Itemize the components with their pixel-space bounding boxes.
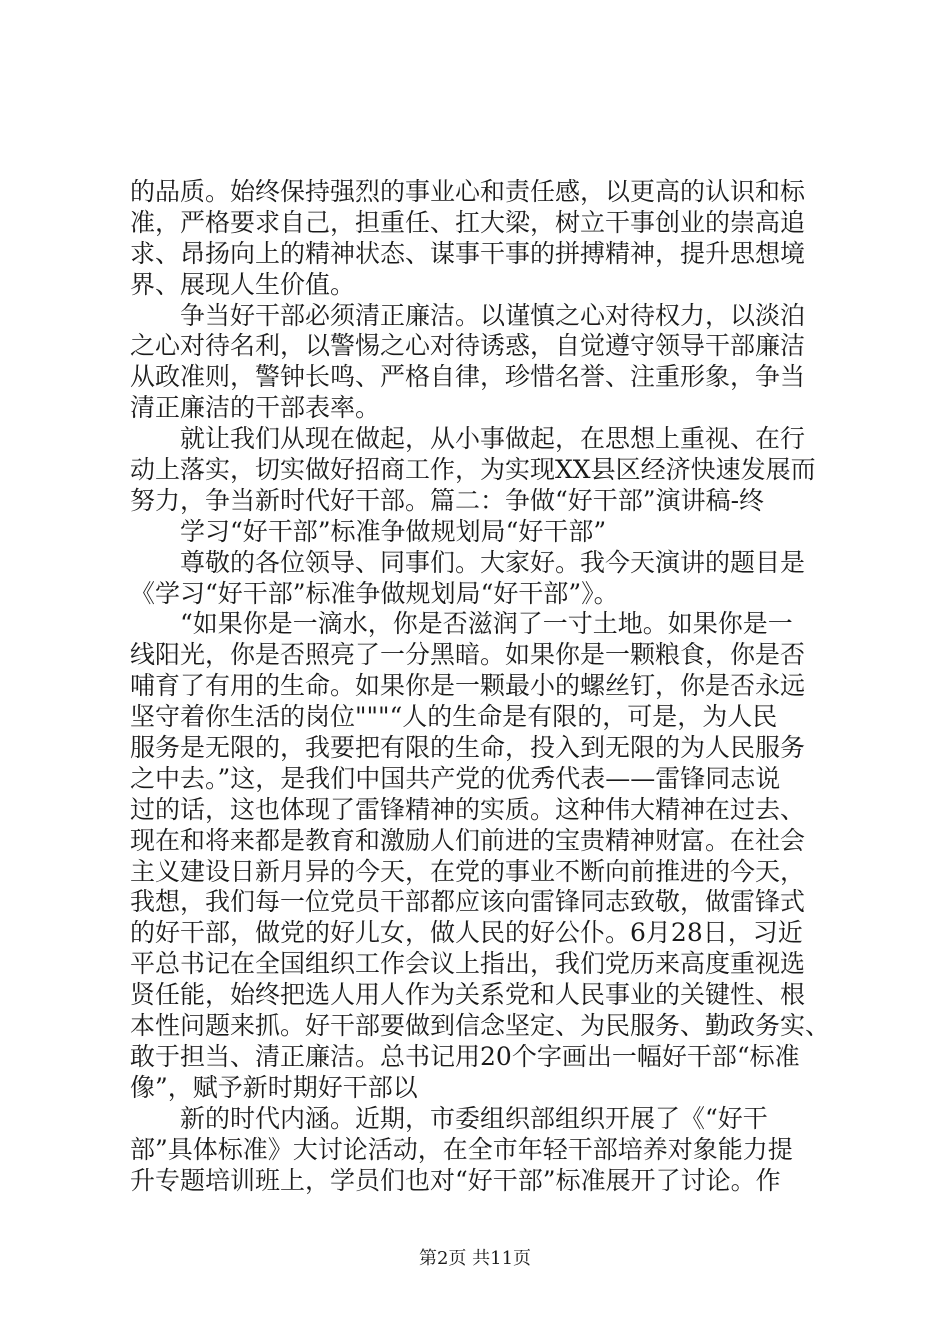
text-line: 动上落实，切实做好招商工作，为实现XX县区经济快速发展而: [130, 455, 816, 485]
text-line: 学习“好干部”标准争做规划局“好干部”: [130, 516, 607, 546]
text-line: 升专题培训班上，学员们也对“好干部”标准展开了讨论。作: [130, 1165, 781, 1195]
text-line: 清正廉洁的干部表率。: [130, 393, 381, 423]
text-line: 过的话，这也体现了雷锋精神的实质。这种伟大精神在过去、: [130, 794, 806, 824]
document-body: [130, 177, 850, 1196]
text-line: 努力，争当新时代好干部。篇二：争做“好干部”演讲稿-终: [130, 485, 765, 515]
text-line: 的品质。始终保持强烈的事业心和责任感，以更高的认识和标: [130, 177, 806, 206]
text-line: 求、昂扬向上的精神状态、谋事干事的拼搏精神，提升思想境: [130, 238, 806, 268]
text-line: 哺育了有用的生命。如果你是一颗最小的螺丝钉，你是否永远: [130, 671, 806, 701]
text-line: 的好干部，做党的好儿女，做人民的好公仆。6月28日，习近: [130, 918, 803, 948]
text-line: 《学习“好干部”标准争做规划局“好干部”》。: [130, 578, 619, 608]
text-line: 争当好干部必须清正廉洁。以谨慎之心对待权力，以淡泊: [130, 300, 806, 330]
page-footer: 第2页 共11页: [418, 1248, 532, 1269]
text-line: 本性问题来抓。好干部要做到信念坚定、为民服务、勤政务实、: [130, 1011, 831, 1041]
text-line: 界、展现人生价值。: [130, 269, 356, 299]
text-line: 之中去。”这，是我们中国共产党的优秀代表——雷锋同志说: [130, 763, 781, 793]
text-line: “如果你是一滴水，你是否滋润了一寸土地。如果你是一: [130, 609, 793, 639]
text-line: 贤任能，始终把选人用人作为关系党和人民事业的关键性、根: [130, 980, 806, 1010]
text-line: 现在和将来都是教育和激励人们前进的宝贵精神财富。在社会: [130, 825, 806, 855]
text-line: 敢于担当、清正廉洁。总书记用20个字画出一幅好干部“标准: [130, 1041, 800, 1071]
text-line: 就让我们从现在做起，从小事做起，在思想上重视、在行: [130, 424, 806, 454]
text-line: 尊敬的各位领导、同事们。大家好。我今天演讲的题目是: [130, 547, 806, 577]
text-line: 像”，赋予新时期好干部以: [130, 1072, 418, 1102]
text-line: 服务是无限的，我要把有限的生命，投入到无限的为人民服务: [130, 733, 806, 763]
text-line: 新的时代内涵。近期，市委组织部组织开展了《“好干: [130, 1103, 768, 1133]
text-line: 线阳光，你是否照亮了一分黑暗。如果你是一颗粮食，你是否: [130, 640, 806, 670]
text-line: 之心对待名利，以警惕之心对待诱惑，自觉遵守领导干部廉洁: [130, 331, 806, 361]
text-line: 坚守着你生活的岗位"""“人的生命是有限的，可是，为人民: [130, 702, 778, 732]
text-line: 主义建设日新月异的今天，在党的事业不断向前推进的今天，: [130, 856, 806, 886]
text-line: 准，严格要求自己，担重任、扛大梁，树立干事创业的崇高追: [130, 207, 806, 237]
text-line: 从政准则，警钟长鸣、严格自律，珍惜名誉、注重形象，争当: [130, 362, 806, 392]
text-line: 平总书记在全国组织工作会议上指出，我们党历来高度重视选: [130, 949, 806, 979]
text-line: 我想，我们每一位党员干部都应该向雷锋同志致敬，做雷锋式: [130, 887, 806, 917]
text-line: 部”具体标准》大讨论活动，在全市年轻干部培养对象能力提: [130, 1134, 793, 1164]
